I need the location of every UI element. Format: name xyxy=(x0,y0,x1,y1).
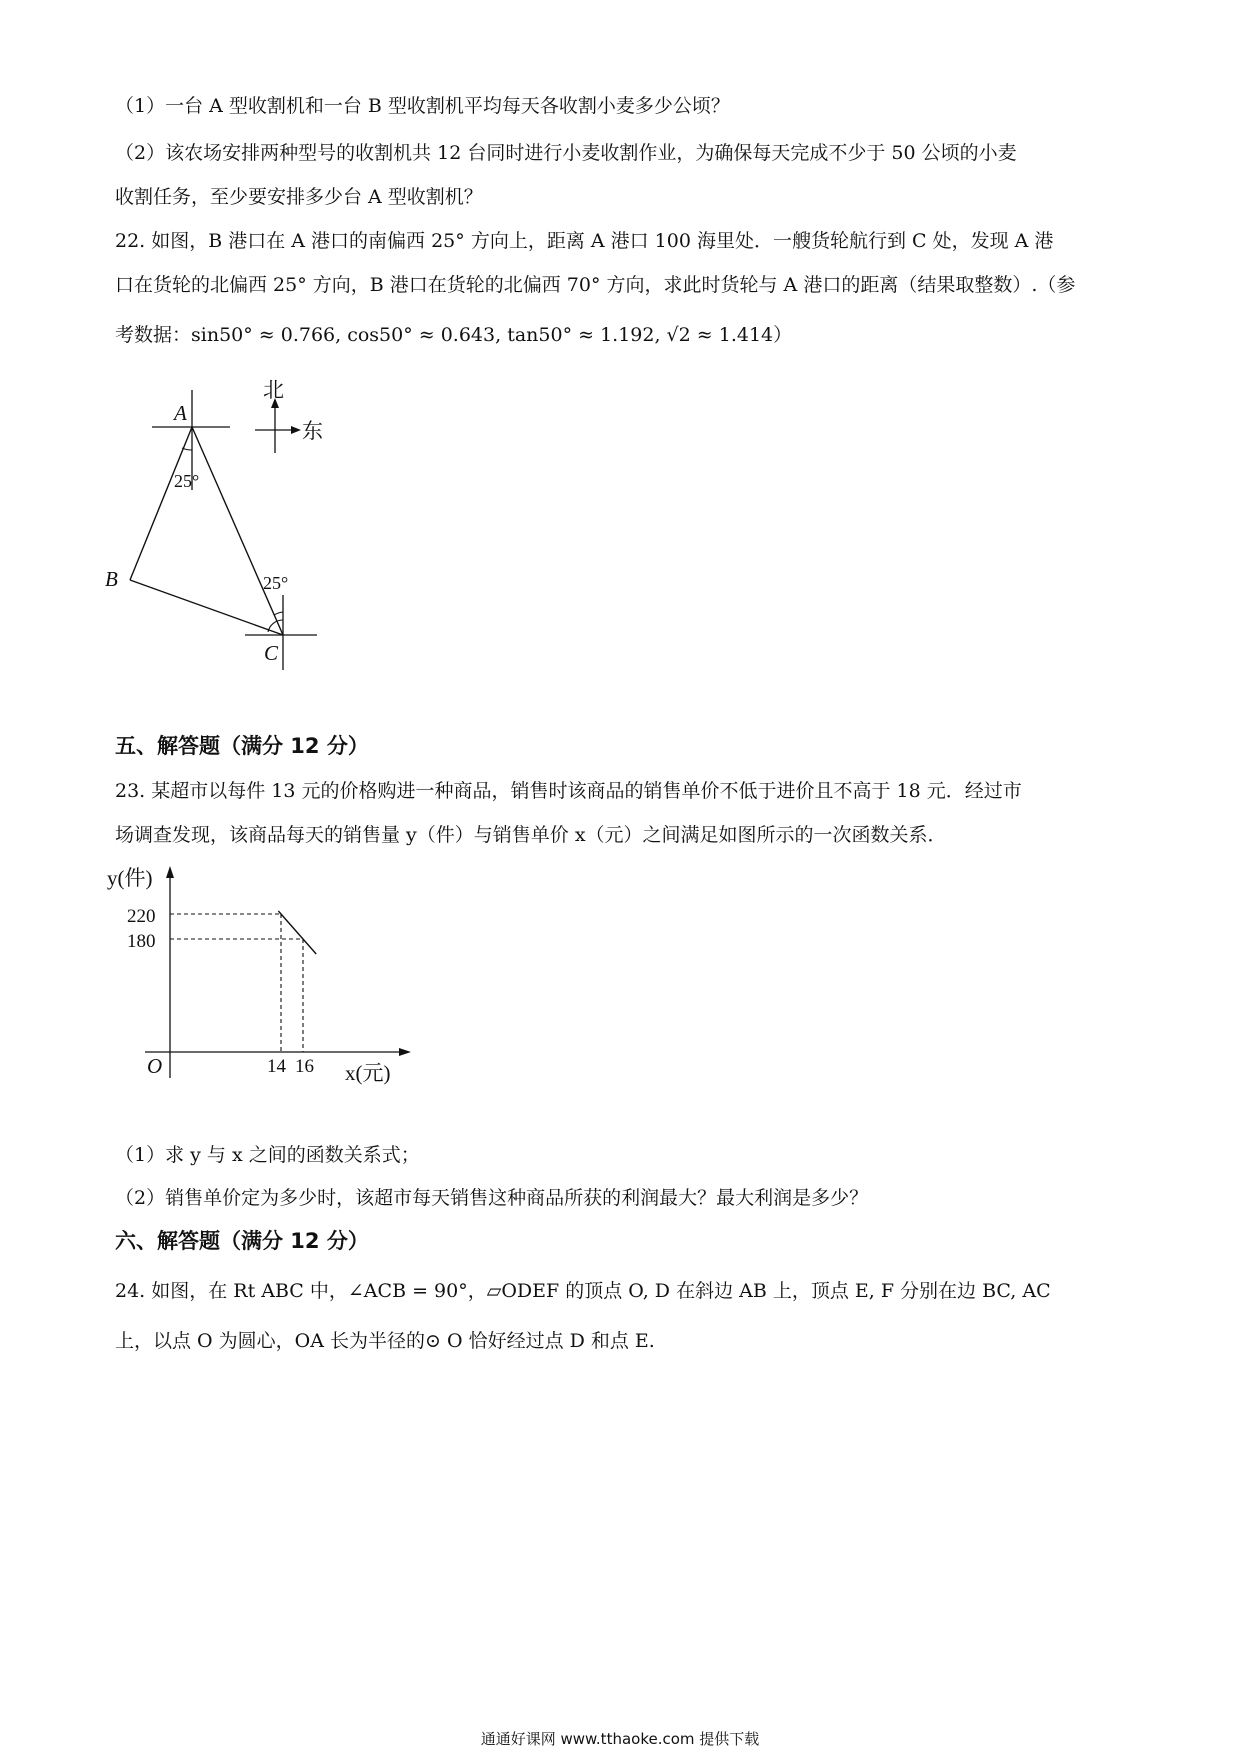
question-23-part-1: （1）求 y 与 x 之间的函数关系式； xyxy=(115,1144,420,1166)
question-21-part-2-line-2: 收割任务，至少要安排多少台 A 型收割机？ xyxy=(115,186,483,208)
chart-x-tick-label: 14 xyxy=(267,1056,286,1077)
question-21-part-2-line-1: （2）该农场安排两种型号的收割机共 12 台同时进行小麦收割作业，为确保每天完成不少于 50 公顷的小麦 xyxy=(115,142,1017,164)
question-21-part-1: （1）一台 A 型收割机和一台 B 型收割机平均每天各收割小麦多少公顷？ xyxy=(115,95,730,117)
question-22-reference-data: 考数据：sin50° ≈ 0.766, cos50° ≈ 0.643, tan50° ≈ 1.192, √2 ≈ 1.414） xyxy=(115,324,793,346)
figure22-angle-c-arc-1 xyxy=(274,612,283,615)
chart-y-label: y(件) xyxy=(107,866,153,890)
compass-east-label: 东 xyxy=(302,419,323,443)
question-22-line-1: 22. 如图，B 港口在 A 港口的南偏西 25° 方向上，距离 A 港口 100 海里处．一艘货轮航行到 C 处，发现 A 港 xyxy=(115,230,1054,252)
question-23-line-1: 23. 某超市以每件 13 元的价格购进一种商品，销售时该商品的销售单价不低于进价且不高于 18 元．经过市 xyxy=(115,780,1022,802)
question-24-line-1: 24. 如图，在 Rt ABC 中，∠ACB = 90°，▱ODEF 的顶点 O, D 在斜边 AB 上，顶点 E, F 分别在边 BC, AC xyxy=(115,1280,1051,1302)
figure22-label-b: B xyxy=(105,567,118,591)
question-23-line-2: 场调查发现，该商品每天的销售量 y（件）与销售单价 x（元）之间满足如图所示的一次函数关系． xyxy=(115,824,947,846)
chart-x-label: x(元) xyxy=(345,1061,391,1085)
page-footer: 通通好课网 www.tthaoke.com 提供下载 xyxy=(480,1730,760,1748)
chart-y-tick-label: 180 xyxy=(127,931,156,952)
chart-origin-label: O xyxy=(147,1054,163,1078)
question-23-part-2: （2）销售单价定为多少时，该超市每天销售这种商品所获的利润最大？最大利润是多少？ xyxy=(115,1187,869,1209)
compass-north-label: 北 xyxy=(263,378,284,402)
section-6-heading: 六、解答题（满分 12 分） xyxy=(115,1229,369,1253)
chart-y-tick-label: 220 xyxy=(127,906,156,927)
figure-22-diagram xyxy=(100,370,360,680)
compass-east-arrow-icon xyxy=(291,426,301,434)
figure22-angle-a-label: 25° xyxy=(174,471,200,491)
figure22-angle-c-label: 25° xyxy=(263,573,289,593)
figure22-side-ac xyxy=(192,427,283,635)
figure22-side-bc xyxy=(130,580,283,635)
figure22-side-ab xyxy=(130,427,192,580)
chart-y-arrow-icon xyxy=(166,866,174,878)
question-22-line-2: 口在货轮的北偏西 25° 方向，B 港口在货轮的北偏西 70° 方向，求此时货轮与 A 港口的距离（结果取整数）.（参 xyxy=(115,274,1076,296)
section-5-heading: 五、解答题（满分 12 分） xyxy=(115,734,369,758)
chart-x-arrow-icon xyxy=(399,1048,411,1056)
chart-x-tick-label: 16 xyxy=(295,1056,314,1077)
question-24-line-2: 上，以点 O 为圆心，OA 长为半径的⊙ O 恰好经过点 D 和点 E. xyxy=(115,1330,655,1352)
chart-series-line xyxy=(278,911,316,954)
figure22-label-c: C xyxy=(264,641,279,665)
figure22-label-a: A xyxy=(174,401,187,425)
figure-23-chart xyxy=(95,860,455,1100)
